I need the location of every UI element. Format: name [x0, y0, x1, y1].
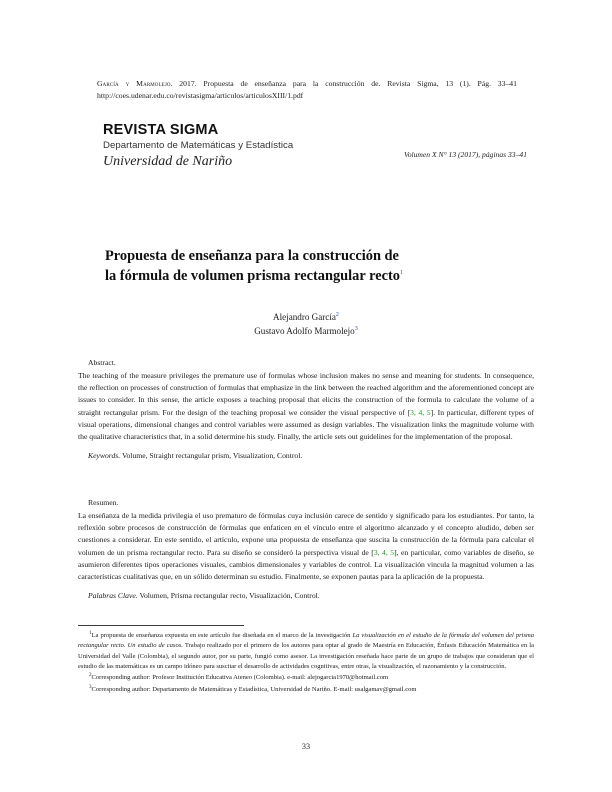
running-head-authors: García y Marmolejo [97, 79, 171, 88]
journal-volume-line: Volumen X N° 13 (2017), páginas 33–41 [403, 150, 527, 159]
footnote-item [78, 684, 534, 695]
footnote-item [78, 630, 534, 672]
title-footnote-marker[interactable]: 1 [399, 269, 404, 277]
author-list [0, 311, 612, 339]
running-head-citation [97, 78, 517, 101]
abstract-text-part-2: ]. In particular, different types of visual operations, dimensional changes and control variables were assumed as design variables. The visualization links the magnitude volume with the qualitative characteristics that, in a solid determine his study. Finally, the article sets out guidelines for the implementation of the proposal. [78, 407, 534, 441]
footnotes-section [78, 630, 534, 695]
resumen-text-part-2: ], en particular, como variables de diseño, se asumieron diferentes tipos operaciones visuales, cambios dimensionales y variables de control. La visualización vincula la magnitud volumen a las características cualitativas que, en un sólido determinan su estudio. Finalmente, se exponen pautas para la aplicación de la propuesta. [78, 547, 534, 581]
journal-university: Universidad de Nariño [103, 153, 233, 169]
author-name: Gustavo Adolfo Marmolejo [254, 325, 355, 336]
title-line-1: Propuesta de enseñanza para la construcción de [105, 248, 399, 264]
author-name: Alejandro García [273, 312, 336, 323]
journal-name: REVISTA SIGMA [103, 122, 219, 138]
resumen-body [78, 510, 534, 583]
journal-masthead [103, 122, 403, 171]
author-entry [0, 311, 612, 325]
abstract-citation-link[interactable]: 3, 4, 5 [410, 407, 431, 417]
running-head-reference: . 2017. Propuesta de enseñanza para la construcción de. Revista Sigma, 13 (1). Pág. 33–41 http://coes.udenar.edu.co/revistasigma/articulos/articulosXIII/1.pdf [97, 79, 517, 100]
abstract-body [78, 370, 534, 443]
resumen-citation-link[interactable]: 3, 4, 5 [373, 547, 395, 557]
resumen-section [78, 497, 534, 602]
author-footnote-marker[interactable]: 3 [354, 325, 358, 332]
abstract-section [78, 357, 534, 462]
footnote-item [78, 672, 534, 683]
footnote-text-part-1: La propuesta de enseñanza expuesta en este artículo fue diseñada en el marco de la investigación [91, 632, 353, 640]
palabras-clave-text: Volumen, Prisma rectangular recto, Visualización, Control. [139, 590, 320, 600]
palabras-clave-label: Palabras Clave. [88, 590, 138, 600]
footnote-text-part-1: Corresponding author: Departamento de Matemáticas y Estadística, Universidad de Nariño. E-mail: usalgamav@gmail.com [91, 685, 417, 693]
keywords-label: Keywords. [88, 450, 121, 460]
footnote-text-part-1: Corresponding author: Profesor Institución Educativa Ateneo (Colombia). e-mail: alejogarcia1970@hotmail.com [91, 674, 389, 682]
footnote-italic-title: La visualización en el estudio de la fórmula del volumen del prisma rectangular recto. Un estudio de casos. [78, 632, 535, 650]
author-entry [0, 325, 612, 339]
abstract-label: Abstract. [88, 358, 116, 367]
footnote-text-part-2: Trabajo realizado por el primero de los autores para optar al grado de Maestría en Educación, Énfasis Educación Matemática en la Universidad del Valle (Colombia), el segundo autor, por su parte, fungió como asesor. La investigación reseñada hace parte de un grupo de trabajos que consideran que el estudio de las matemáticas es un campo idóneo para suscitar el desarrollo de actividades cognitivas, entre otras, la visualización, el razonamiento y la construcción. [78, 642, 534, 670]
keywords-text: Volume, Straight rectangular prism, Visualization, Control. [121, 450, 303, 460]
footnote-marker: 2 [89, 672, 92, 679]
resumen-text-part-1: La enseñanza de la medida privilegia el uso prematuro de fórmulas cuya inclusión carece de sentido y significado para los estudiantes. Por tanto, la reflexión sobre procesos de construcción de fórmulas que enfaticen en el vínculo entre el algoritmo alcanzado y el concepto aludido, deben ser cuestiones a considerar. En este sentido, el artículo, expone una propuesta de enseñanza que suscita la construcción de la fórmula para calcular el volumen de un prisma rectangular recto. Para su diseño se consideró la perspectiva visual de [ [78, 511, 534, 557]
page-title [105, 246, 509, 287]
footnote-marker: 3 [89, 683, 92, 690]
footnote-marker: 1 [89, 630, 92, 636]
resumen-keywords [88, 590, 534, 602]
page-number: 33 [301, 742, 311, 751]
abstract-text-part-1: The teaching of the measure privileges the premature use of formulas whose inclusion makes no sense and meaning for students. In consequence, the reflection on processes of construction of formulas that emphasize in the link between the reached algorithm and the aforementioned concept are issues to consider. In this sense, the article exposes a teaching proposal that elicits the construction of the formula to calculate the volume of a straight rectangular prism. For the design of the teaching proposal we consider the visual perspective of [ [78, 371, 534, 417]
title-line-2: la fórmula de volumen prisma rectangular recto [105, 268, 400, 285]
author-footnote-marker[interactable]: 2 [335, 312, 339, 318]
journal-department: Departamento de Matemáticas y Estadística [103, 140, 294, 152]
footnote-separator-rule [78, 625, 244, 626]
abstract-keywords [88, 450, 534, 462]
resumen-label: Resumen. [88, 498, 119, 507]
